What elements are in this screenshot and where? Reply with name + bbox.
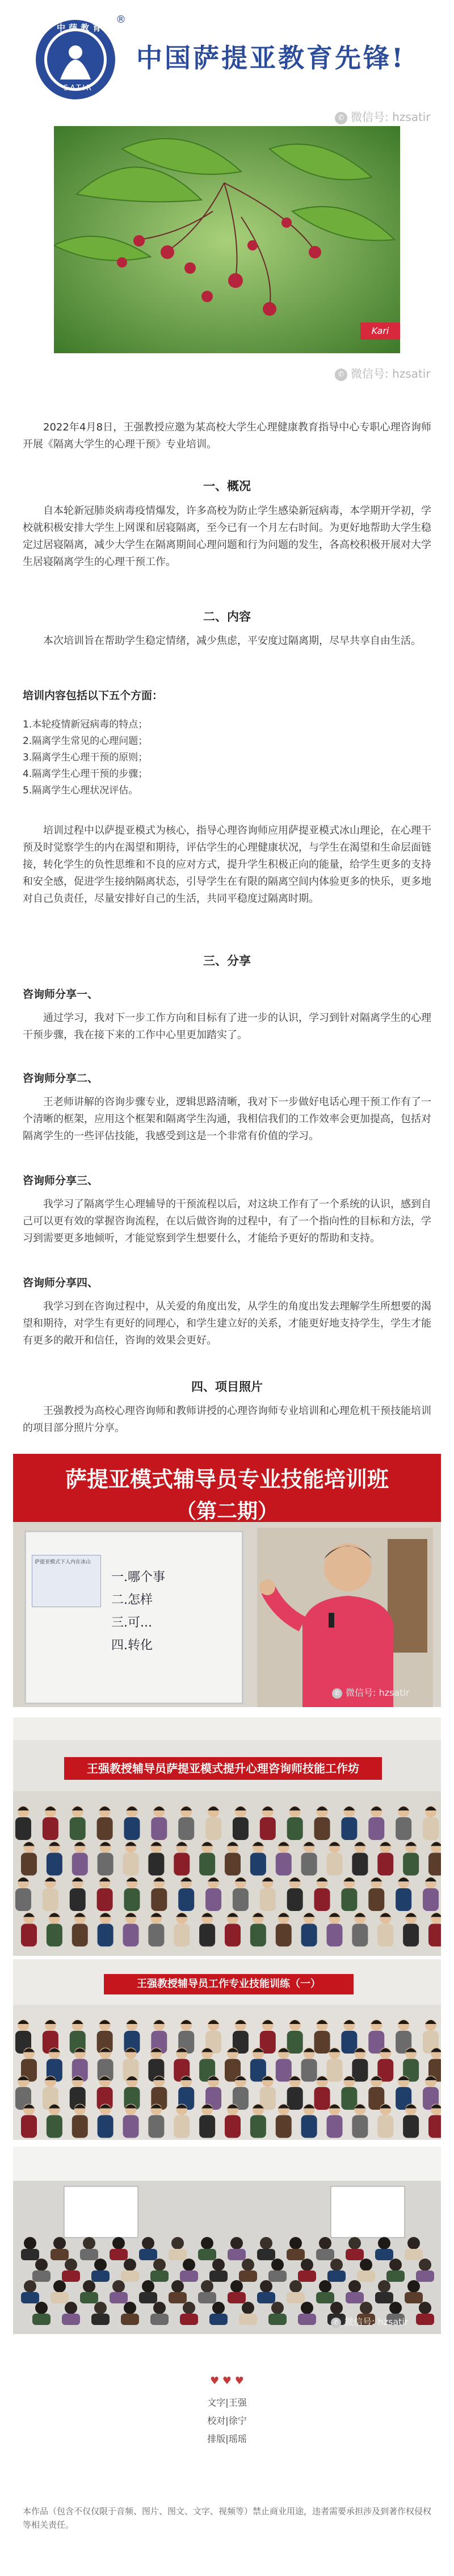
student-head <box>360 2302 372 2314</box>
person-body <box>396 1817 411 1840</box>
person-body <box>72 1924 88 1947</box>
person-body <box>15 1817 31 1840</box>
share-paragraph: 我学习了隔离学生心理辅导的干预流程以后，对这块工作有了一个系统的认识，感到自己可以更有效的掌握咨询流程，在以后做咨询的过程中，有了一个指向性的目标和方法，学习到需要更多地倾听，才能觉察到学生想要什么，才能给予更好的帮助和支持。 <box>23 1198 431 1244</box>
student-body <box>150 2314 169 2325</box>
student-head <box>112 2280 125 2293</box>
student-body <box>405 2249 423 2260</box>
student-body <box>257 2292 275 2303</box>
logo-text: 中萨教育 <box>57 23 105 33</box>
person-body <box>403 1853 419 1876</box>
student-head <box>112 2237 125 2249</box>
section-heading-overview: 一、概况 <box>203 479 251 493</box>
student-head <box>183 2259 195 2271</box>
person-body <box>352 2059 368 2082</box>
student-head <box>419 2302 431 2314</box>
student-head <box>142 2237 154 2249</box>
content-paragraph: 本次培训旨在帮助学生稳定情绪，减少焦虑，平安度过隔离期，尽早共享自由生活。 <box>43 635 421 647</box>
watermark: ✆ 微信号: hzsatir <box>332 1686 409 1699</box>
person-body <box>124 1888 140 1911</box>
training-heading: 培训内容包括以下五个方面： <box>23 689 163 702</box>
person-body <box>341 2031 357 2054</box>
wechat-icon: ✆ <box>331 2318 341 2328</box>
student-body <box>239 2270 257 2282</box>
person-body <box>174 1924 190 1947</box>
student-body <box>180 2314 198 2325</box>
student-head <box>301 2302 313 2314</box>
student-head <box>301 2259 313 2271</box>
person-body <box>21 2115 37 2138</box>
student-body <box>327 2270 346 2282</box>
person-body <box>43 1888 58 1911</box>
person-body <box>174 2115 190 2138</box>
person-body <box>327 1924 343 1947</box>
person-body <box>199 1924 215 1947</box>
student-head <box>271 2259 284 2271</box>
photo-banner: 王强教授辅导员萨提亚模式提升心理咨询师技能工作坊 <box>64 1757 382 1780</box>
presenter-figure <box>257 1528 433 1707</box>
student-body <box>209 2314 228 2325</box>
student-head <box>419 2259 431 2271</box>
student-head <box>142 2280 154 2293</box>
student-head <box>242 2302 254 2314</box>
person-body <box>250 1924 266 1947</box>
person-body <box>428 1853 441 1876</box>
section-heading-content: 二、内容 <box>203 610 251 624</box>
person-body <box>151 1817 167 1840</box>
student-body <box>91 2270 110 2282</box>
student-body <box>121 2270 139 2282</box>
training-photo-group1 <box>13 1717 441 1956</box>
person-body <box>47 2115 62 2138</box>
person-body <box>199 1853 215 1876</box>
person-body <box>287 2087 303 2110</box>
student-head <box>360 2259 372 2271</box>
student-body <box>180 2270 198 2282</box>
student-head <box>289 2280 302 2293</box>
training-photo-lecture <box>13 1454 441 1707</box>
person-body <box>341 1817 357 1840</box>
student-body <box>268 2270 287 2282</box>
student-body <box>32 2314 51 2325</box>
person-body <box>174 1853 190 1876</box>
student-body <box>316 2292 334 2303</box>
group-crowd <box>13 1791 441 1956</box>
person-body <box>43 1817 58 1840</box>
student-head <box>260 2280 272 2293</box>
student-body <box>198 2292 216 2303</box>
credit-text: 文字|王强 <box>207 2397 247 2408</box>
person-body <box>233 1888 249 1911</box>
student-head <box>378 2280 390 2293</box>
overview-paragraph: 自本轮新冠肺炎病毒疫情爆发，许多高校为防止学生感染新冠病毒，本学期开学初，学校就积极安排大学生上网课和居寝隔离，至今已有一个月左右时间。为更好地帮助大学生稳定过居寝隔离，减少大学生在隔离期间心理问题和行为问题的发生，各高校积极开展对大学生居寝隔离学生的心理干预工作。 <box>23 505 431 568</box>
person-body <box>199 2115 215 2138</box>
person-body <box>341 2087 357 2110</box>
person-body <box>301 1853 317 1876</box>
person-body <box>260 1817 276 1840</box>
person-body <box>327 2059 343 2082</box>
student-head <box>83 2237 95 2249</box>
student-body <box>62 2270 80 2282</box>
classroom-scene <box>13 2147 441 2334</box>
person-body <box>225 1924 241 1947</box>
list-item: 3.隔离学生心理干预的原则； <box>23 752 148 763</box>
student-body <box>21 2292 39 2303</box>
share-title: 咨询师分享一、 <box>23 988 99 1001</box>
person-body <box>314 1817 330 1840</box>
student-body <box>287 2292 305 2303</box>
person-body <box>287 1888 303 1911</box>
registered-mark: ® <box>116 14 126 26</box>
student-head <box>260 2237 272 2249</box>
student-body <box>21 2249 39 2260</box>
group-crowd <box>13 2005 441 2140</box>
person-body <box>352 1853 368 1876</box>
student-body <box>228 2249 246 2260</box>
student-body <box>139 2249 157 2260</box>
person-body <box>97 1888 113 1911</box>
person-body <box>428 1924 441 1947</box>
brand-logo <box>33 14 126 102</box>
student-head <box>348 2280 361 2293</box>
student-head <box>24 2237 36 2249</box>
watermark: ✆ 微信号: hzsatir <box>331 2315 408 2328</box>
student-body <box>51 2292 69 2303</box>
student-head <box>124 2259 136 2271</box>
student-head <box>53 2237 66 2249</box>
person-body <box>225 2115 241 2138</box>
person-body <box>123 1853 139 1876</box>
intro-paragraph: 2022年4月8日，王强教授应邀为某高校大学生心理健康教育指导中心专职心理咨询师开展《隔离大学生的心理干预》专业培训。 <box>23 421 431 450</box>
person-body <box>352 2115 368 2138</box>
person-body <box>98 1853 114 1876</box>
person-body <box>148 2115 164 2138</box>
student-head <box>289 2237 302 2249</box>
student-body <box>257 2249 275 2260</box>
person-body <box>368 1817 384 1840</box>
share-title: 咨询师分享三、 <box>23 1174 99 1187</box>
photo-banner: 王强教授辅导员工作专业技能训练（一） <box>104 1974 354 1994</box>
student-body <box>298 2270 316 2282</box>
person-body <box>287 2031 303 2054</box>
student-head <box>171 2237 184 2249</box>
person-body <box>148 1853 164 1876</box>
student-body <box>51 2249 69 2260</box>
flower-photo <box>54 126 400 353</box>
person-body <box>276 1924 292 1947</box>
brand-title: 中国萨提亚教育先锋! <box>136 43 406 73</box>
training-photo-classroom <box>13 2147 441 2334</box>
student-head <box>348 2237 361 2249</box>
person-body <box>368 1888 384 1911</box>
share-title: 咨询师分享二、 <box>23 1072 99 1085</box>
student-head <box>319 2237 331 2249</box>
student-head <box>407 2280 420 2293</box>
student-head <box>212 2302 225 2314</box>
student-head <box>242 2259 254 2271</box>
section-heading-photos: 四、项目照片 <box>191 1380 263 1394</box>
person-body <box>72 1853 88 1876</box>
person-body <box>123 2115 139 2138</box>
photos-paragraph: 王强教授为高校心理咨询师和教师讲授的心理咨询师专业培训和心理危机干预技能培训的项目部分照片分享。 <box>23 1405 431 1434</box>
person-body <box>403 1924 419 1947</box>
person-body <box>276 2059 292 2082</box>
person-body <box>287 1817 303 1840</box>
student-body <box>139 2292 157 2303</box>
student-head <box>124 2302 136 2314</box>
student-head <box>153 2259 166 2271</box>
student-body <box>110 2292 128 2303</box>
person-body <box>205 1888 221 1911</box>
decorative-hearts: ♥ ♥ ♥ <box>210 2375 244 2387</box>
student-head <box>212 2259 225 2271</box>
person-body <box>178 1888 194 1911</box>
person-body <box>403 2115 419 2138</box>
student-head <box>94 2302 107 2314</box>
person-body <box>327 2115 343 2138</box>
student-head <box>378 2237 390 2249</box>
student-body <box>209 2270 228 2282</box>
person-body <box>377 1924 393 1947</box>
student-body <box>416 2270 434 2282</box>
person-body <box>276 2115 292 2138</box>
list-item: 4.隔离学生心理干预的步骤； <box>23 768 148 780</box>
student-head <box>389 2259 402 2271</box>
credit-proofread: 校对|徐宁 <box>207 2415 247 2426</box>
person-body <box>233 1817 249 1840</box>
person-body <box>276 1853 292 1876</box>
person-body <box>151 1888 167 1911</box>
wechat-icon: ✆ <box>335 369 347 381</box>
person-body <box>377 1853 393 1876</box>
person-body <box>70 1888 86 1911</box>
student-head <box>35 2259 48 2271</box>
person-body <box>301 1924 317 1947</box>
section-heading-sharing: 三、分享 <box>203 954 251 968</box>
student-head <box>153 2302 166 2314</box>
student-body <box>198 2249 216 2260</box>
student-head <box>24 2280 36 2293</box>
person-body <box>314 2087 330 2110</box>
student-head <box>171 2280 184 2293</box>
person-body <box>97 1817 113 1840</box>
person-body <box>47 1924 62 1947</box>
student-head <box>230 2237 243 2249</box>
student-head <box>201 2237 213 2249</box>
student-body <box>169 2249 187 2260</box>
list-item: 5.隔离学生心理状况评估。 <box>23 785 138 796</box>
training-photo-group2 <box>13 1959 441 2140</box>
student-head <box>83 2280 95 2293</box>
student-body <box>150 2270 169 2282</box>
credit-layout: 排版|瑶瑶 <box>207 2433 247 2444</box>
person-body <box>423 1888 439 1911</box>
student-body <box>357 2270 375 2282</box>
person-body <box>123 1924 139 1947</box>
student-head <box>94 2259 107 2271</box>
share-title: 咨询师分享四、 <box>23 1277 99 1289</box>
list-item: 1.本轮疫情新冠病毒的特点； <box>23 719 148 730</box>
person-body <box>260 1888 276 1911</box>
person-body <box>124 1817 140 1840</box>
process-paragraph: 培训过程中以萨提亚模式为核心，指导心理咨询师应用萨提亚模式冰山理论，在心理干预及时觉察学生的内在渴望和期待，评估学生的心理健康状况，与学生在渴望和生命层面链接，转化学生的负性思维和不良的应对方式，提升学生积极正向的能量，给学生更多的支持和安全感，促进学生接纳隔离状态，引导学生在有限的隔离空间内体验更多的快乐，更多地对自己负责任，尽量安排好自己的生活，共同平稳度过隔离时期。 <box>23 825 431 905</box>
person-body <box>327 1853 343 1876</box>
student-body <box>268 2314 287 2325</box>
student-body <box>287 2249 305 2260</box>
board-writing: 一.哪个事 二.怎样 三.可... 四.转化 <box>111 1570 165 1653</box>
student-body <box>32 2270 51 2282</box>
person-body <box>21 1924 37 1947</box>
watermark: ✆ 微信号: hzsatir <box>335 365 431 381</box>
person-body <box>178 1817 194 1840</box>
person-body <box>98 2115 114 2138</box>
student-body <box>228 2292 246 2303</box>
photo-badge: Kari <box>360 323 400 340</box>
list-item: 2.隔离学生常见的心理问题； <box>23 735 148 747</box>
student-body <box>239 2314 257 2325</box>
student-head <box>330 2302 343 2314</box>
person-body <box>250 2115 266 2138</box>
student-body <box>416 2314 434 2325</box>
person-body <box>314 1888 330 1911</box>
student-body <box>169 2292 187 2303</box>
logo-sub: SATIR <box>64 84 94 93</box>
person-body <box>21 1853 37 1876</box>
student-body <box>121 2314 139 2325</box>
share-paragraph: 通过学习，我对下一步工作方向和目标有了进一步的认识，学习到针对隔离学生的心理干预步骤，我在接下来的工作中心里更加踏实了。 <box>23 1012 431 1041</box>
person-body <box>15 1888 31 1911</box>
person-body <box>377 2115 393 2138</box>
student-body <box>316 2249 334 2260</box>
person-body <box>301 2115 317 2138</box>
person-body <box>47 1853 62 1876</box>
person-body <box>301 2059 317 2082</box>
student-body <box>346 2292 364 2303</box>
person-body <box>205 1817 221 1840</box>
person-body <box>428 2115 441 2138</box>
board-chart: 萨提亚模式下人内在冰山 <box>32 1555 101 1607</box>
wechat-icon: ✆ <box>335 112 347 124</box>
person-body <box>72 2115 88 2138</box>
person-body <box>98 1924 114 1947</box>
student-head <box>53 2280 66 2293</box>
whiteboard <box>24 1530 243 1704</box>
student-body <box>375 2292 393 2303</box>
wechat-icon: ✆ <box>332 1688 342 1699</box>
person-body <box>352 1924 368 1947</box>
student-head <box>319 2280 331 2293</box>
student-body <box>405 2292 423 2303</box>
person-body <box>225 1853 241 1876</box>
student-head <box>389 2302 402 2314</box>
student-head <box>65 2259 77 2271</box>
student-head <box>183 2302 195 2314</box>
student-body <box>375 2249 393 2260</box>
student-head <box>230 2280 243 2293</box>
student-body <box>386 2270 405 2282</box>
person-body <box>148 1924 164 1947</box>
student-body <box>346 2249 364 2260</box>
share-paragraph: 王老师讲解的咨询步骤专业，逻辑思路清晰，我对下一步做好电话心理干预工作有了一个清晰的框架，应用这个框架和隔离学生沟通，我相信我们的工作效率会更加提高，包括对隔离学生的一些评估技能，我感受到这是一个非常有价值的学习。 <box>23 1096 431 1142</box>
student-body <box>80 2249 98 2260</box>
student-head <box>201 2280 213 2293</box>
student-head <box>330 2259 343 2271</box>
header <box>0 0 454 108</box>
copyright-note: 本作品（包含不仅仅限于音频、图片、图文、文字、视频等）禁止商业用途，违者需要承担涉及到著作权侵权等相关责任。 <box>23 2506 432 2530</box>
student-head <box>65 2302 77 2314</box>
student-body <box>110 2249 128 2260</box>
person-body <box>423 1817 439 1840</box>
photo-banner: 萨提亚模式辅导员专业技能培训班 （第二期） <box>13 1454 441 1522</box>
training-list <box>23 717 431 799</box>
student-body <box>80 2292 98 2303</box>
person-body <box>70 1817 86 1840</box>
student-head <box>271 2302 284 2314</box>
person-body <box>250 1853 266 1876</box>
watermark: ✆ 微信号: hzsatir <box>335 108 431 124</box>
person-body <box>396 1888 411 1911</box>
student-head <box>35 2302 48 2314</box>
student-body <box>62 2314 80 2325</box>
student-body <box>298 2314 316 2325</box>
share-paragraph: 我学习到在咨询过程中，从关爱的角度出发，从学生的角度出发去理解学生所想要的渴望和期待，对学生有更好的同理心，和学生建立好的关系，才能更好地支持学生，学生才能有更多的敞开和信任，咨询的效果会更好。 <box>23 1300 431 1346</box>
student-body <box>91 2314 110 2325</box>
person-body <box>314 2031 330 2054</box>
student-head <box>407 2237 420 2249</box>
person-body <box>341 1888 357 1911</box>
